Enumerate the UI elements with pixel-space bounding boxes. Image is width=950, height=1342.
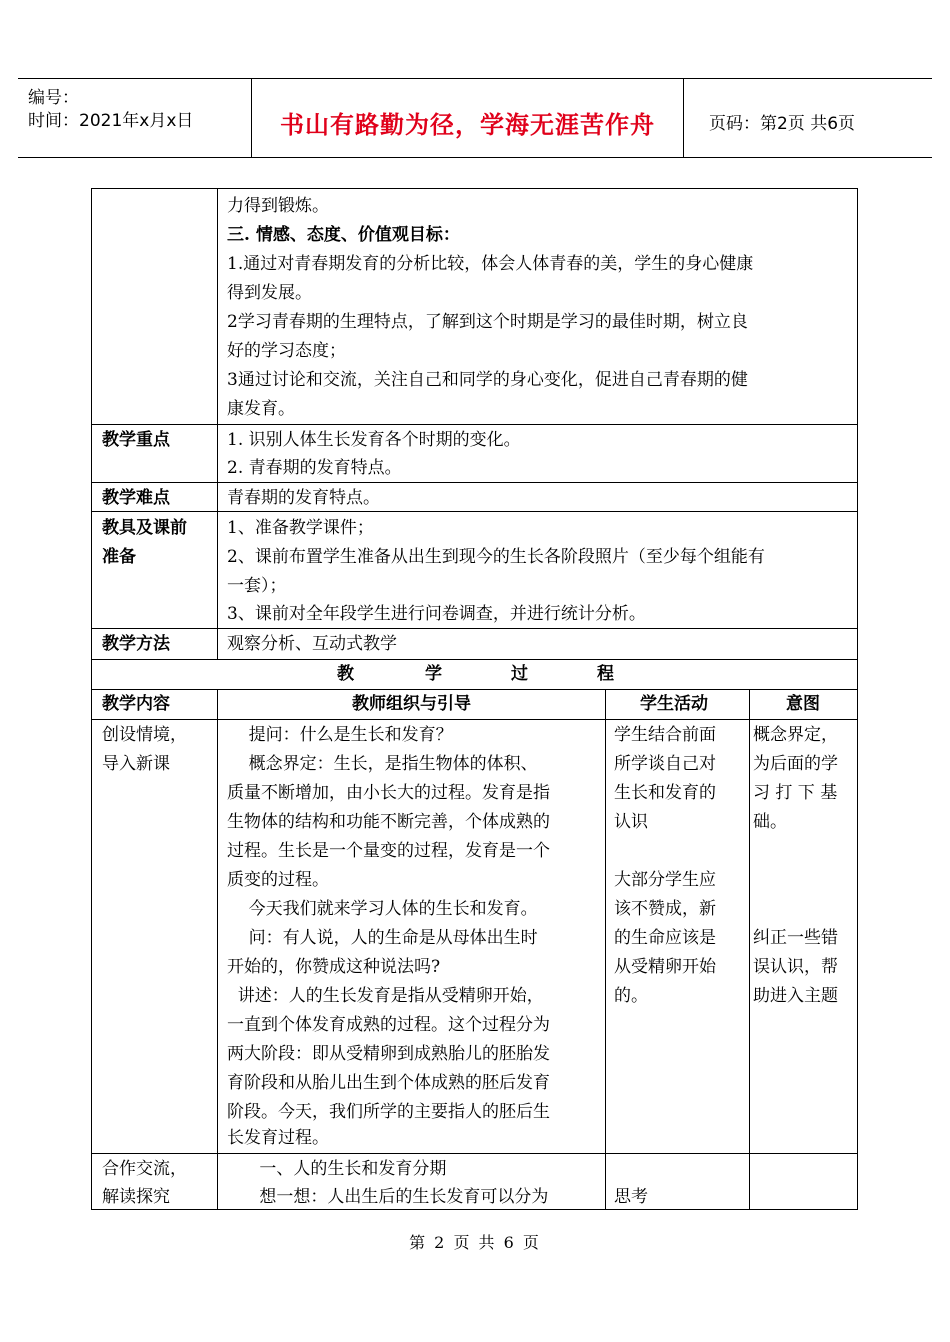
preparation-item: 1、准备教学课件；	[227, 518, 374, 538]
intent-line: 误认识，帮	[753, 957, 838, 977]
column-header-teacher: 教师组织与引导	[352, 694, 471, 714]
teacher-line: 长发育过程。	[227, 1128, 329, 1148]
goals-line: 2学习青春期的生理特点，了解到这个时期是学习的最佳时期，树立良	[227, 312, 748, 332]
row-divider	[92, 482, 857, 483]
teacher-line: 阶段。今天，我们所学的主要指人的胚后生	[227, 1102, 550, 1122]
teacher-line: 今天我们就来学习人体的生长和发育。	[227, 899, 538, 919]
goals-heading: 三. 情感、态度、价值观目标：	[227, 225, 460, 245]
student-line: 该不赞成，新	[614, 899, 716, 919]
row-divider	[92, 719, 857, 720]
row-divider	[92, 689, 857, 690]
process-title-char: 学	[425, 664, 442, 684]
intent-line: 习 打 下 基	[753, 783, 838, 803]
page-header	[18, 78, 932, 158]
preparation-label: 准备	[102, 547, 136, 567]
row2-teacher-line: 一、人的生长和发育分期	[227, 1159, 447, 1179]
student-line: 的生命应该是	[614, 928, 716, 948]
column-divider	[749, 689, 750, 1209]
row1-content: 导入新课	[102, 754, 170, 774]
student-line: 学生结合前面	[614, 725, 716, 745]
preparation-item: 一套）；	[227, 576, 287, 596]
intent-line: 概念界定，	[753, 725, 838, 745]
row-divider	[92, 1153, 857, 1154]
intent-line: 纠正一些错	[753, 928, 838, 948]
student-line: 所学谈自己对	[614, 754, 716, 774]
column-header-student: 学生活动	[640, 694, 708, 714]
column-header-content: 教学内容	[102, 694, 170, 714]
teacher-line: 提问：什么是生长和发育？	[227, 725, 453, 745]
teacher-line: 讲述：人的生长发育是指从受精卵开始，	[227, 986, 544, 1006]
row2-content: 解读探究	[102, 1187, 170, 1207]
teacher-line: 两大阶段：即从受精卵到成熟胎儿的胚胎发	[227, 1044, 550, 1064]
row-divider	[92, 424, 857, 425]
row2-teacher-line: 想一想：人出生后的生长发育可以分为	[227, 1187, 549, 1207]
intent-line: 为后面的学	[753, 754, 838, 774]
teacher-line: 概念界定：生长，是指生物体的体积、	[227, 754, 538, 774]
goals-line: 1.通过对青春期发育的分析比较，体会人体青春的美，学生的身心健康	[227, 254, 754, 274]
student-line: 大部分学生应	[614, 870, 716, 890]
row-divider	[92, 511, 857, 512]
process-title-char: 教	[337, 664, 354, 684]
methods-text: 观察分析、互动式教学	[227, 634, 397, 654]
intent-line: 助进入主题	[753, 986, 838, 1006]
page-footer: 第 2 页 共 6 页	[409, 1233, 541, 1252]
goals-line: 3通过讨论和交流，关注自己和同学的身心变化，促进自己青春期的健	[227, 370, 748, 390]
process-title-char: 过	[511, 664, 528, 684]
teacher-line: 过程。生长是一个量变的过程，发育是一个	[227, 841, 550, 861]
teacher-line: 质量不断增加，由小长大的过程。发育是指	[227, 783, 550, 803]
teacher-line: 开始的，你赞成这种说法吗?	[227, 957, 441, 977]
column-divider	[217, 189, 218, 659]
teacher-line: 育阶段和从胎儿出生到个体成熟的胚后发育	[227, 1073, 550, 1093]
difficulties-text: 青春期的发育特点。	[227, 488, 380, 508]
student-line: 从受精卵开始	[614, 957, 716, 977]
row2-student-line: 思考	[614, 1187, 648, 1207]
column-header-intent: 意图	[786, 694, 820, 714]
student-line: 的。	[614, 986, 648, 1006]
row1-content: 创设情境，	[102, 725, 187, 745]
goals-line: 康发育。	[227, 399, 295, 419]
row-divider	[92, 659, 857, 660]
column-divider	[217, 689, 218, 1209]
goals-line: 力得到锻炼。	[227, 196, 329, 216]
teacher-line: 生物体的结构和功能不断完善，个体成熟的	[227, 812, 550, 832]
teacher-line: 问：有人说，人的生命是从母体出生时	[227, 928, 538, 948]
goals-line: 得到发展。	[227, 283, 312, 303]
key-points-label: 教学重点	[102, 430, 170, 450]
column-divider	[605, 689, 606, 1209]
key-point-item: 1. 识别人体生长发育各个时期的变化。	[227, 430, 521, 450]
key-point-item: 2. 青春期的发育特点。	[227, 458, 402, 478]
row2-content: 合作交流，	[102, 1159, 187, 1179]
header-motto-cell	[251, 79, 684, 157]
header-page-cell	[683, 79, 932, 157]
process-title-char: 程	[597, 664, 614, 684]
intent-line: 础。	[753, 812, 787, 832]
motto-text: 书山有路勤为径，学海无涯苦作舟	[280, 111, 655, 139]
doc-number-label: 编号：	[28, 88, 79, 108]
student-line: 认识	[614, 812, 648, 832]
methods-label: 教学方法	[102, 634, 170, 654]
teacher-line: 一直到个体发育成熟的过程。这个过程分为	[227, 1015, 550, 1035]
teacher-line: 质变的过程。	[227, 870, 329, 890]
student-line: 生长和发育的	[614, 783, 716, 803]
header-info-cell	[18, 79, 250, 157]
preparation-label: 教具及课前	[102, 518, 187, 538]
page-number-label: 页码：第2页 共6页	[709, 114, 856, 134]
lesson-plan-table	[91, 188, 858, 1210]
goals-line: 好的学习态度；	[227, 341, 346, 361]
preparation-item: 3、课前对全年段学生进行问卷调查，并进行统计分析。	[227, 604, 646, 624]
doc-time-label: 时间：2021年x月x日	[28, 111, 194, 131]
difficulties-label: 教学难点	[102, 488, 170, 508]
preparation-item: 2、课前布置学生准备从出生到现今的生长各阶段照片（至少每个组能有	[227, 547, 765, 567]
